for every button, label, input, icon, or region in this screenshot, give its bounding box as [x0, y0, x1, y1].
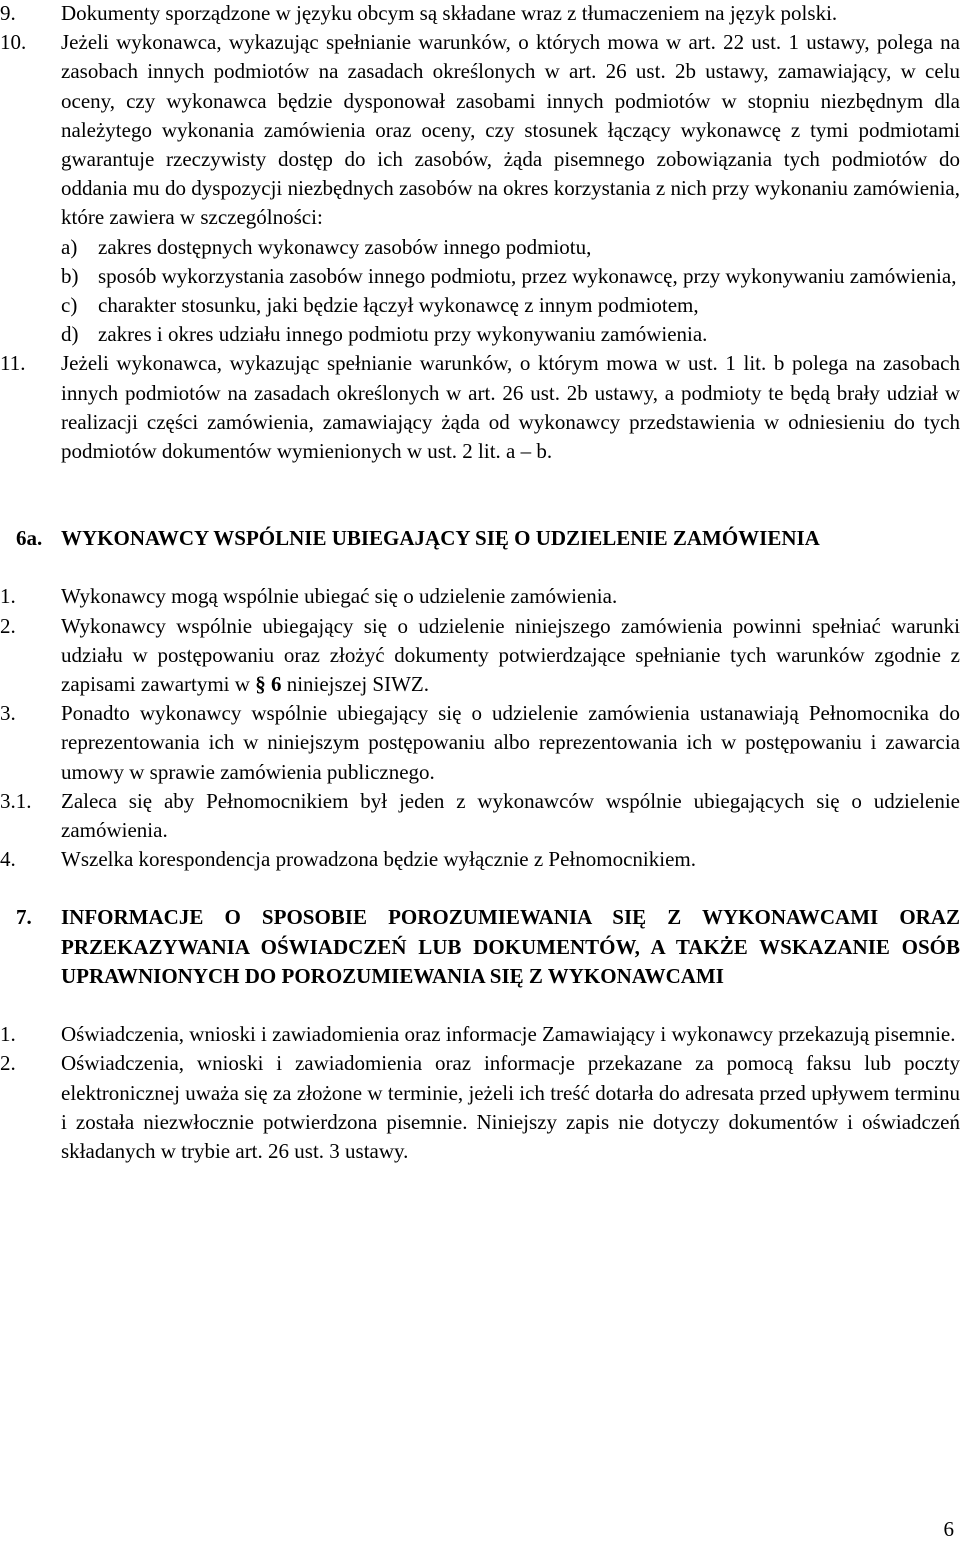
spacer [0, 991, 960, 1020]
item-text: Wykonawcy mogą wspólnie ubiegać się o udzielenie zamówienia. [61, 584, 618, 609]
item-text: Oświadczenia, wnioski i zawiadomienia oraz informacje przekazane za pomocą faksu lub poczty elektronicznej uważa się za złożone w terminie, jeżeli ich treść dotarła do adresata przed upływem terminu i została niezwłocznie potwierdzona pisemnie. Niniejszy zapis nie dotyczy dokumentów i oświadczeń składanych w trybie art. 26 ust. 3 ustawy. [61, 1051, 960, 1163]
spacer [0, 874, 960, 903]
item-text-part: Wykonawcy wspólnie ubiegający się o udzielenie niniejszego zamówienia powinni spełniać warunki udziału w postępowaniu oraz złożyć dokumenty potwierdzające spełnianie tych warunków zgodnie z zapisami zawartymi w [61, 613, 960, 697]
item-text: Jeżeli wykonawca, wykazując spełnianie warunków, o którym mowa w ust. 1 lit. b polega na zasobach innych podmiotów na zasadach określonych w art. 26 ust. 2b ustawy, a podmioty te będą brały udział w realizacji części zamówienia, zamawiający żąda od wykonawcy przedstawienia w odniesieniu do tych podmiotów dokumentów wymienionych w ust. 2 lit. a – b. [61, 351, 960, 464]
list-item [0, 1049, 960, 1166]
sub-item [61, 320, 960, 349]
item-text: Zaleca się aby Pełnomocnikiem był jeden z wykonawców wspólnie ubiegających się o udzielenie zamówienia. [61, 788, 960, 843]
list-item [0, 787, 960, 845]
item-number: 1. [0, 1022, 16, 1047]
section-title: WYKONAWCY WSPÓLNIE UBIEGAJĄCY SIĘ O UDZIELENIE ZAMÓWIENIA [61, 526, 820, 551]
section-number: 7. [16, 905, 32, 930]
list-item [0, 349, 960, 466]
spacer [0, 553, 960, 582]
sub-item-letter: a) [61, 234, 78, 259]
sub-item-letter: b) [61, 263, 79, 288]
item-number: 3. [0, 701, 16, 726]
paragraph-reference: § 6 [255, 672, 282, 697]
sub-item [61, 233, 960, 262]
item-text-part: niniejszej SIWZ. [281, 672, 429, 697]
item-text: Oświadczenia, wnioski i zawiadomienia oraz informacje Zamawiający i wykonawcy przekazują pisemnie. [61, 1022, 956, 1047]
list-item [0, 582, 960, 611]
item-number: 10. [0, 30, 27, 55]
sub-item-text: zakres dostępnych wykonawcy zasobów innego podmiotu, [98, 234, 592, 259]
list-item [0, 28, 960, 232]
list-item [0, 1020, 960, 1049]
list-item [0, 612, 960, 700]
item-text [61, 612, 960, 700]
item-number: 2. [0, 1051, 16, 1076]
item-number: 9. [0, 1, 16, 25]
sub-item-text: charakter stosunku, jaki będzie łączył wykonawcę z innym podmiotem, [98, 293, 699, 318]
item-text: Dokumenty sporządzone w języku obcym są składane wraz z tłumaczeniem na język polski. [61, 1, 838, 25]
item-number: 11. [0, 351, 26, 376]
item-text: Wszelka korespondencja prowadzona będzie wyłącznie z Pełnomocnikiem. [61, 847, 696, 872]
section-heading-6a [0, 524, 960, 553]
item-text: Jeżeli wykonawca, wykazując spełnianie warunków, o których mowa w art. 22 ust. 1 ustawy, polega na zasobach innych podmiotów na zasadach określonych w art. 26 ust. 2b ustawy, zamawiający, w celu oceny, czy wykonawca będzie dysponował zasobami innych podmiotów w stopniu niezbędnym dla należytego wykonania zamówienia oraz oceny, czy stosunek łączący wykonawcę z tymi podmiotami gwarantuje rzeczywisty dostęp do ich zasobów, żąda pisemnego zobowiązania tych podmiotów do oddania mu do dyspozycji niezbędnych zasobów na okres korzystania z nich przy wykonaniu zamówienia, które zawiera w szczególności: [61, 30, 960, 230]
list-item [0, 0, 960, 28]
list-item [0, 699, 960, 787]
sub-item-letter: c) [61, 293, 78, 318]
item-number: 1. [0, 584, 16, 609]
sub-item-text: sposób wykorzystania zasobów innego podmiotu, przez wykonawcę, przy wykonywaniu zamówienia, [98, 263, 957, 288]
item-number: 4. [0, 847, 16, 872]
sub-item [61, 262, 960, 291]
spacer [0, 466, 960, 524]
item-number: 2. [0, 613, 16, 638]
list-item [0, 845, 960, 874]
sub-item-letter: d) [61, 322, 79, 347]
item-text: Ponadto wykonawcy wspólnie ubiegający się o udzielenie zamówienia ustanawiają Pełnomocnika do reprezentowania ich w niniejszym postępowaniu albo reprezentowania ich w postępowaniu i zawarcia umowy w sprawie zamówienia publicznego. [61, 701, 960, 784]
sub-item [61, 291, 960, 320]
section-heading-7 [0, 903, 960, 991]
item-number: 3.1. [0, 788, 32, 813]
section-title: INFORMACJE O SPOSOBIE POROZUMIEWANIA SIĘ Z WYKONAWCAMI ORAZ PRZEKAZYWANIA OŚWIADCZEŃ LUB DOKUMENTÓW, A TAKŻE WSKAZANIE OSÓB UPRAWNIONYCH DO POROZUMIEWANIA SIĘ Z WYKONAWCAMI [61, 905, 960, 988]
section-number: 6a. [16, 526, 43, 551]
page-number: 6 [943, 1517, 954, 1541]
sub-item-text: zakres i okres udziału innego podmiotu przy wykonywaniu zamówienia. [98, 322, 708, 347]
